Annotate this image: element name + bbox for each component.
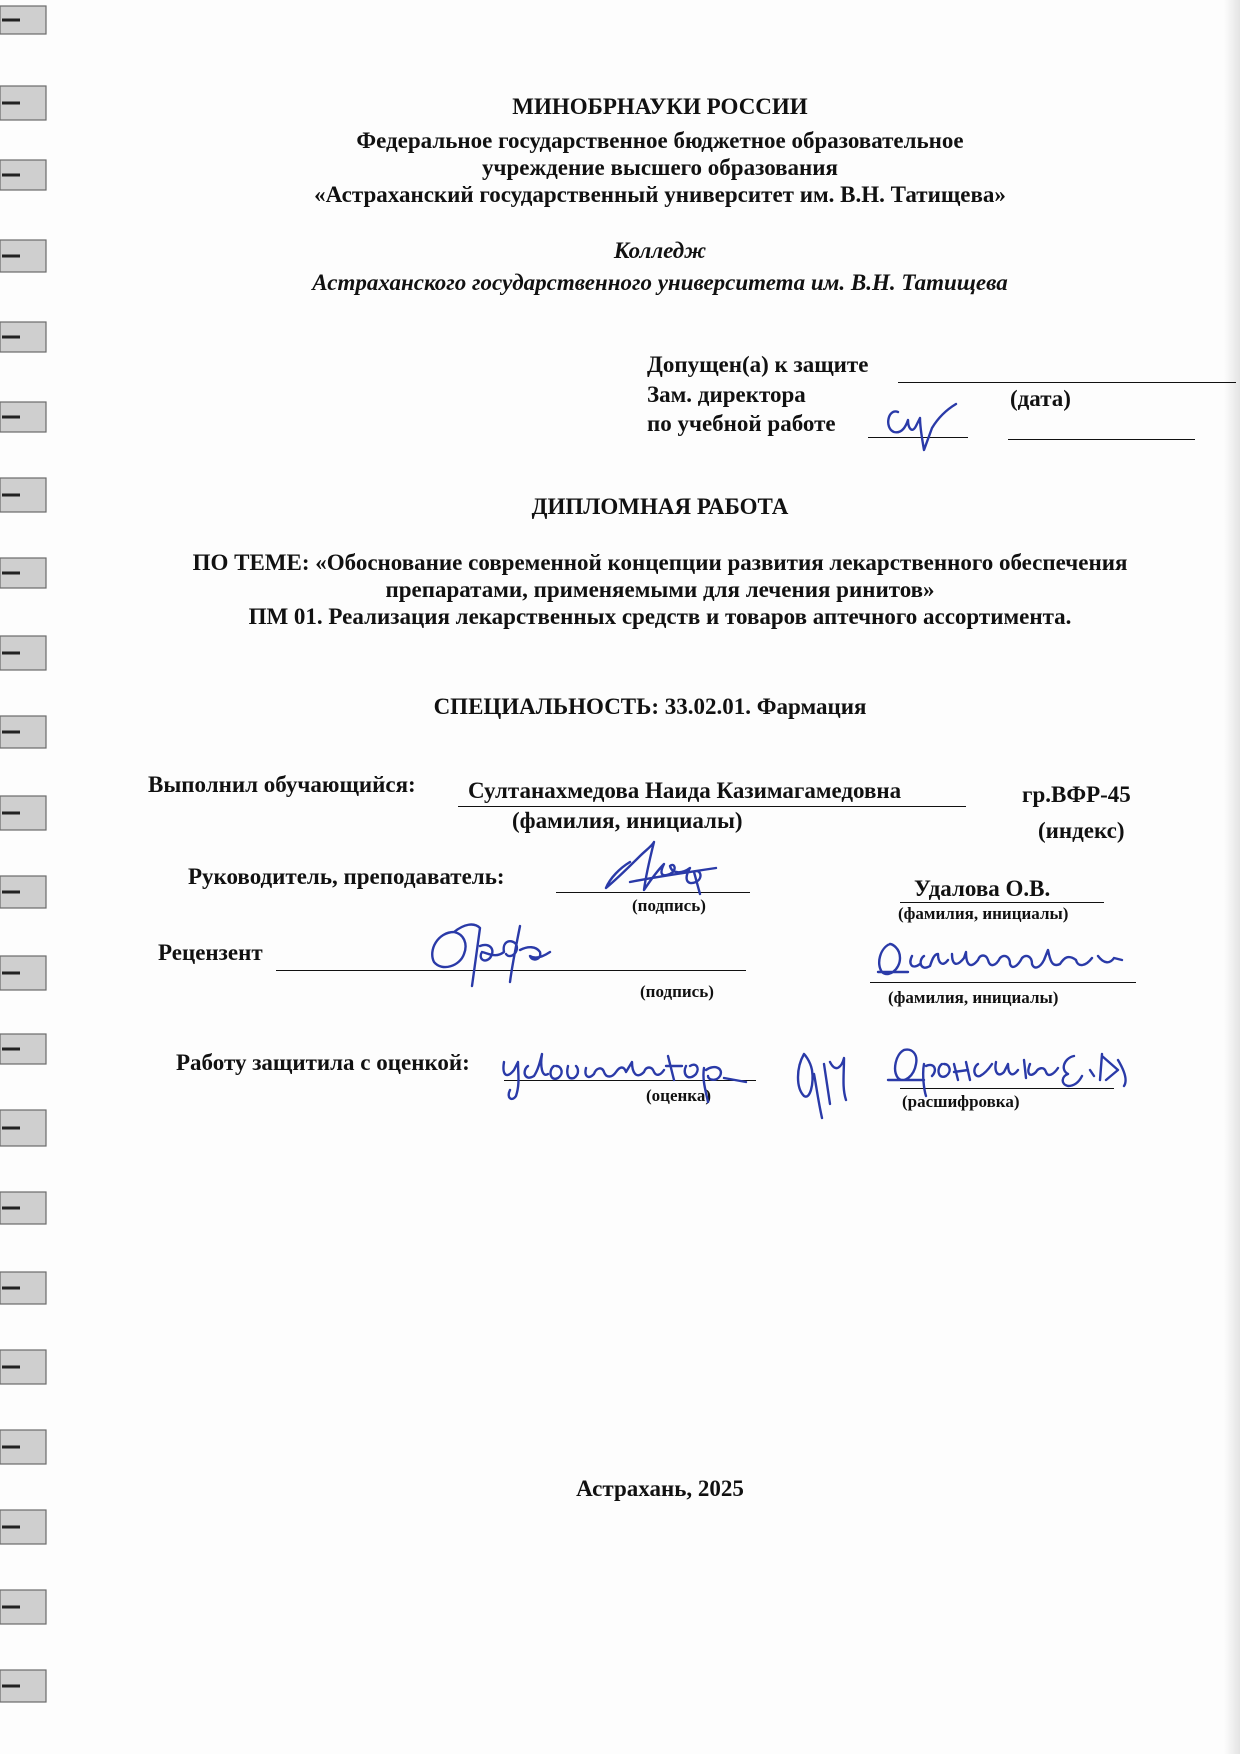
supervisor-signature bbox=[600, 838, 720, 900]
student-group: гр.ВФР-45 bbox=[1022, 782, 1131, 807]
deputy-signature bbox=[880, 398, 980, 458]
specialty-line: СПЕЦИАЛЬНОСТЬ: 33.02.01. Фармация bbox=[433, 694, 867, 719]
reviewer-name-handwritten bbox=[872, 930, 1136, 990]
student-label: Выполнил обучающийся: bbox=[148, 772, 416, 797]
supervisor-signature-caption: (подпись) bbox=[632, 896, 706, 915]
binding-holes bbox=[0, 0, 60, 1754]
institution-line1: Федеральное государственное бюджетное образовательное bbox=[356, 128, 964, 153]
supervisor-label: Руководитель, преподаватель: bbox=[188, 864, 505, 889]
student-name-line bbox=[458, 806, 966, 807]
supervisor-name-caption: (фамилия, инициалы) bbox=[898, 904, 1069, 923]
ministry-title: МИНОБРНАУКИ РОССИИ bbox=[512, 94, 808, 119]
city-year: Астрахань, 2025 bbox=[576, 1476, 744, 1501]
decoding-handwritten bbox=[884, 1040, 1166, 1100]
topic-line2: препаратами, применяемыми для лечения ринитов» bbox=[385, 577, 935, 602]
reviewer-label: Рецензент bbox=[158, 940, 263, 965]
student-group-caption: (индекс) bbox=[1038, 818, 1125, 843]
decoding-caption: (расшифровка) bbox=[902, 1092, 1020, 1111]
deputy-label: Зам. директора bbox=[647, 382, 806, 407]
topic-line1: ПО ТЕМЕ: «Обоснование современной концепции развития лекарственного обеспечения bbox=[192, 550, 1128, 575]
supervisor-name-line bbox=[900, 902, 1104, 903]
college-line1: Колледж bbox=[613, 238, 707, 263]
reviewer-signature bbox=[424, 916, 564, 996]
student-name-caption: (фамилия, инициалы) bbox=[512, 808, 743, 833]
admitted-label: Допущен(а) к защите bbox=[647, 352, 869, 377]
college-line2: Астраханского государственного университета им. В.Н. Татищева bbox=[312, 270, 1008, 295]
university-name: «Астраханский государственный университет им. В.Н. Татищева» bbox=[314, 182, 1006, 207]
date-line bbox=[1008, 439, 1195, 440]
grade-caption: (оценка) bbox=[646, 1086, 711, 1105]
date-label: (дата) bbox=[1010, 386, 1071, 411]
module-line: ПМ 01. Реализация лекарственных средств и товаров аптечного ассортимента. bbox=[248, 604, 1072, 629]
supervisor-name: Удалова О.В. bbox=[914, 876, 1051, 901]
reviewer-name-caption: (фамилия, инициалы) bbox=[888, 988, 1059, 1007]
academic-label: по учебной работе bbox=[647, 411, 836, 436]
institution-line2: учреждение высшего образования bbox=[482, 155, 838, 180]
defense-label: Работу защитила с оценкой: bbox=[176, 1050, 470, 1075]
work-type: ДИПЛОМНАЯ РАБОТА bbox=[531, 494, 789, 519]
student-name: Султанахмедова Наида Казимагамедовна bbox=[468, 778, 902, 803]
defense-signature bbox=[790, 1044, 860, 1124]
grade-handwritten bbox=[496, 1040, 752, 1110]
page-edge-shadow bbox=[1224, 0, 1240, 1754]
admitted-line bbox=[898, 382, 1236, 383]
reviewer-signature-caption: (подпись) bbox=[640, 982, 714, 1001]
